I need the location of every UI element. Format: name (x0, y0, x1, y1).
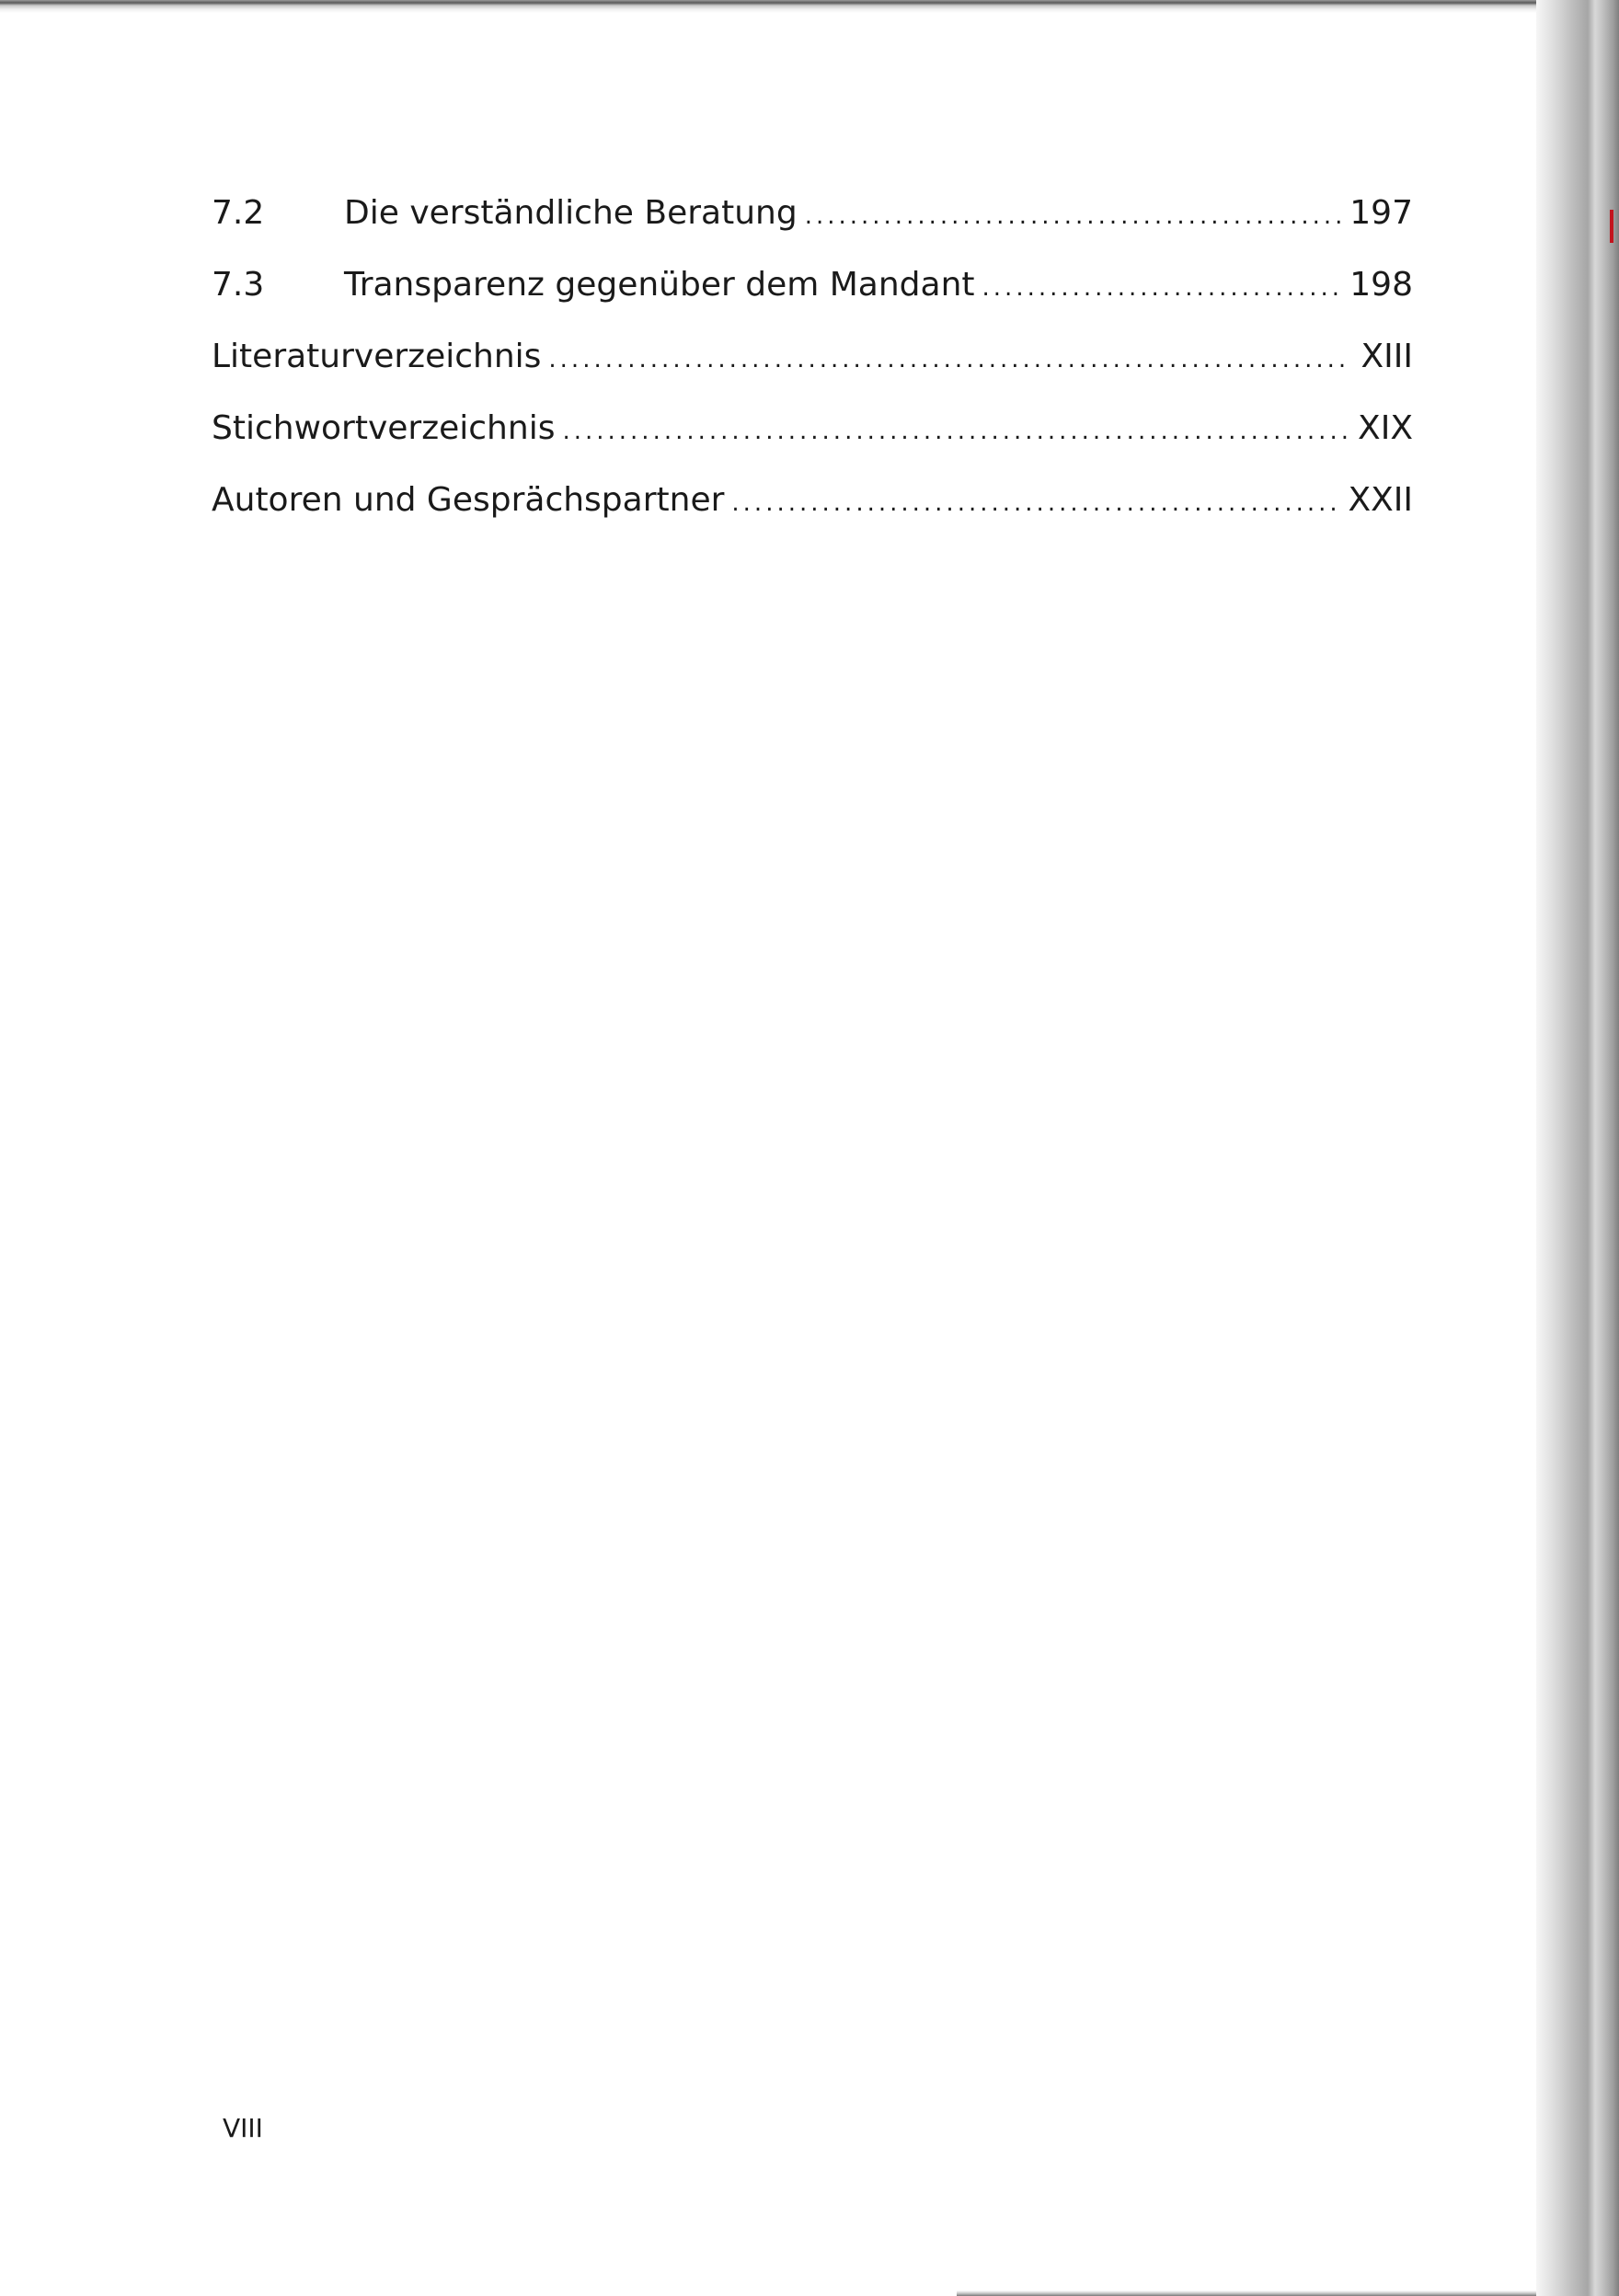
toc-entry-literaturverzeichnis (212, 340, 1413, 412)
toc-entry-7-2 (212, 194, 1413, 269)
toc-entry-7-3 (212, 266, 1413, 340)
page-number: VIII (223, 2113, 263, 2143)
dot-leader (731, 491, 1338, 515)
scan-color-mark (1610, 210, 1613, 243)
dot-leader (548, 348, 1351, 372)
toc-entry-page: XIX (1358, 409, 1413, 447)
toc-entry-title: Stichwortverzeichnis (212, 409, 556, 447)
toc-entry-title: Transparenz gegenüber dem Mandant (344, 266, 975, 304)
toc-entry-stichwortverzeichnis (212, 409, 1413, 484)
toc-entry-page: 198 (1349, 266, 1413, 304)
dot-leader (562, 419, 1349, 443)
scan-binding-edge (1536, 0, 1619, 2296)
toc-entry-page: 197 (1349, 194, 1413, 232)
toc-entry-title: Literaturverzeichnis (212, 338, 542, 375)
scan-top-edge (0, 0, 1564, 13)
toc-entry-page: XIII (1361, 338, 1413, 375)
toc-entry-number: 7.2 (212, 194, 265, 232)
scan-bottom-edge (957, 2290, 1536, 2296)
toc-entry-number: 7.3 (212, 266, 265, 304)
dot-leader (982, 276, 1341, 300)
toc-entry-title: Die verständliche Beratung (344, 194, 798, 232)
toc-entry-page: XXII (1348, 481, 1413, 519)
toc-entry-title: Autoren und Gesprächspartner (212, 481, 725, 519)
toc-entry-autoren (212, 481, 1413, 556)
table-of-contents (212, 194, 1413, 556)
dot-leader (805, 204, 1341, 228)
